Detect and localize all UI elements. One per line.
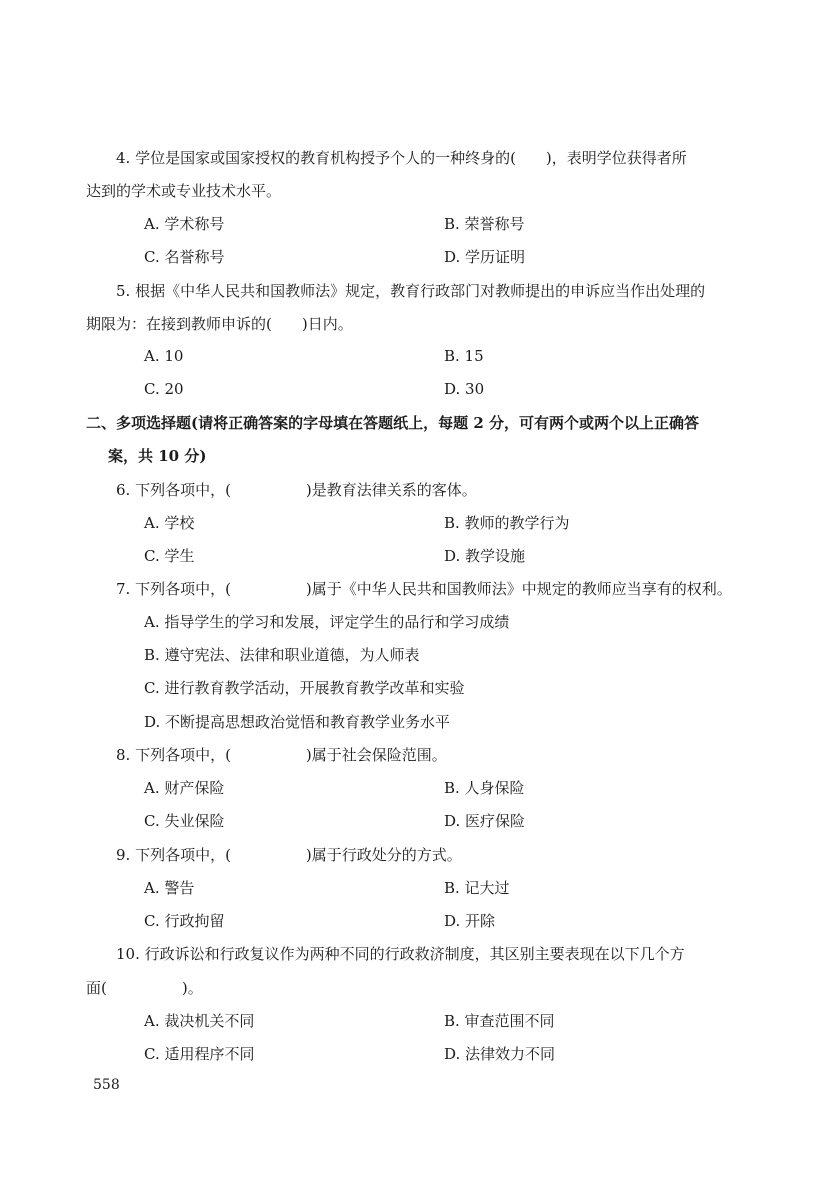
q5-option-d: D. 30 (444, 380, 485, 398)
q4-option-d: D. 学历证明 (444, 248, 526, 266)
q10-option-c: C. 适用程序不同 (144, 1045, 255, 1063)
q10-stem-line2: 面( )。 (86, 979, 203, 997)
section2-heading-line1: 二、多项选择题(请将正确答案的字母填在答题纸上，每题 2 分，可有两个或两个以上正确答 (86, 414, 699, 432)
q6-option-b: B. 教师的教学行为 (444, 514, 570, 532)
q4-stem-line2: 达到的学术或专业技术水平。 (86, 182, 282, 200)
q5-option-b: B. 15 (444, 347, 484, 365)
q8-option-a: A. 财产保险 (144, 779, 225, 797)
q9-option-c: C. 行政拘留 (144, 912, 225, 930)
q10-stem-line1: 10. 行政诉讼和行政复议作为两种不同的行政救济制度，其区别主要表现在以下几个方 (116, 945, 685, 963)
q8-option-d: D. 医疗保险 (444, 812, 526, 830)
q8-stem: 8. 下列各项中，( )属于社会保险范围。 (116, 746, 447, 764)
q8-option-b: B. 人身保险 (444, 779, 525, 797)
q4-option-a: A. 学术称号 (144, 215, 225, 233)
q4-option-b: B. 荣誉称号 (444, 215, 525, 233)
q6-option-d: D. 教学设施 (444, 547, 526, 565)
section2-heading-line2: 案，共 10 分) (108, 447, 207, 465)
q10-option-d: D. 法律效力不同 (444, 1045, 556, 1063)
q8-option-c: C. 失业保险 (144, 812, 225, 830)
q6-option-a: A. 学校 (144, 514, 195, 532)
q5-option-a: A. 10 (144, 347, 184, 365)
q5-stem-line2: 期限为：在接到教师申诉的( )日内。 (86, 315, 353, 333)
q4-option-c: C. 名誉称号 (144, 248, 225, 266)
q9-option-d: D. 开除 (444, 912, 496, 930)
q10-option-b: B. 审查范围不同 (444, 1012, 555, 1030)
q4-stem-line1: 4. 学位是国家或国家授权的教育机构授予个人的一种终身的( )，表明学位获得者所 (116, 149, 687, 167)
q9-option-b: B. 记大过 (444, 879, 510, 897)
q9-option-a: A. 警告 (144, 879, 195, 897)
q5-option-c: C. 20 (144, 380, 184, 398)
q5-stem-line1: 5. 根据《中华人民共和国教师法》规定，教育行政部门对教师提出的申诉应当作出处理的 (116, 282, 706, 300)
q6-option-c: C. 学生 (144, 547, 195, 565)
page-number: 558 (93, 1077, 120, 1093)
q6-stem: 6. 下列各项中，( )是教育法律关系的客体。 (116, 481, 477, 499)
q7-option-c: C. 进行教育教学活动，开展教育教学改革和实验 (144, 679, 465, 697)
q9-stem: 9. 下列各项中，( )属于行政处分的方式。 (116, 846, 462, 864)
q7-stem: 7. 下列各项中，( )属于《中华人民共和国教师法》中规定的教师应当享有的权利。 (116, 580, 732, 598)
q7-option-b: B. 遵守宪法、法律和职业道德，为人师表 (144, 646, 420, 664)
q7-option-d: D. 不断提高思想政治觉悟和教育教学业务水平 (144, 713, 451, 731)
q7-option-a: A. 指导学生的学习和发展，评定学生的品行和学习成绩 (144, 613, 510, 631)
q10-option-a: A. 裁决机关不同 (144, 1012, 255, 1030)
